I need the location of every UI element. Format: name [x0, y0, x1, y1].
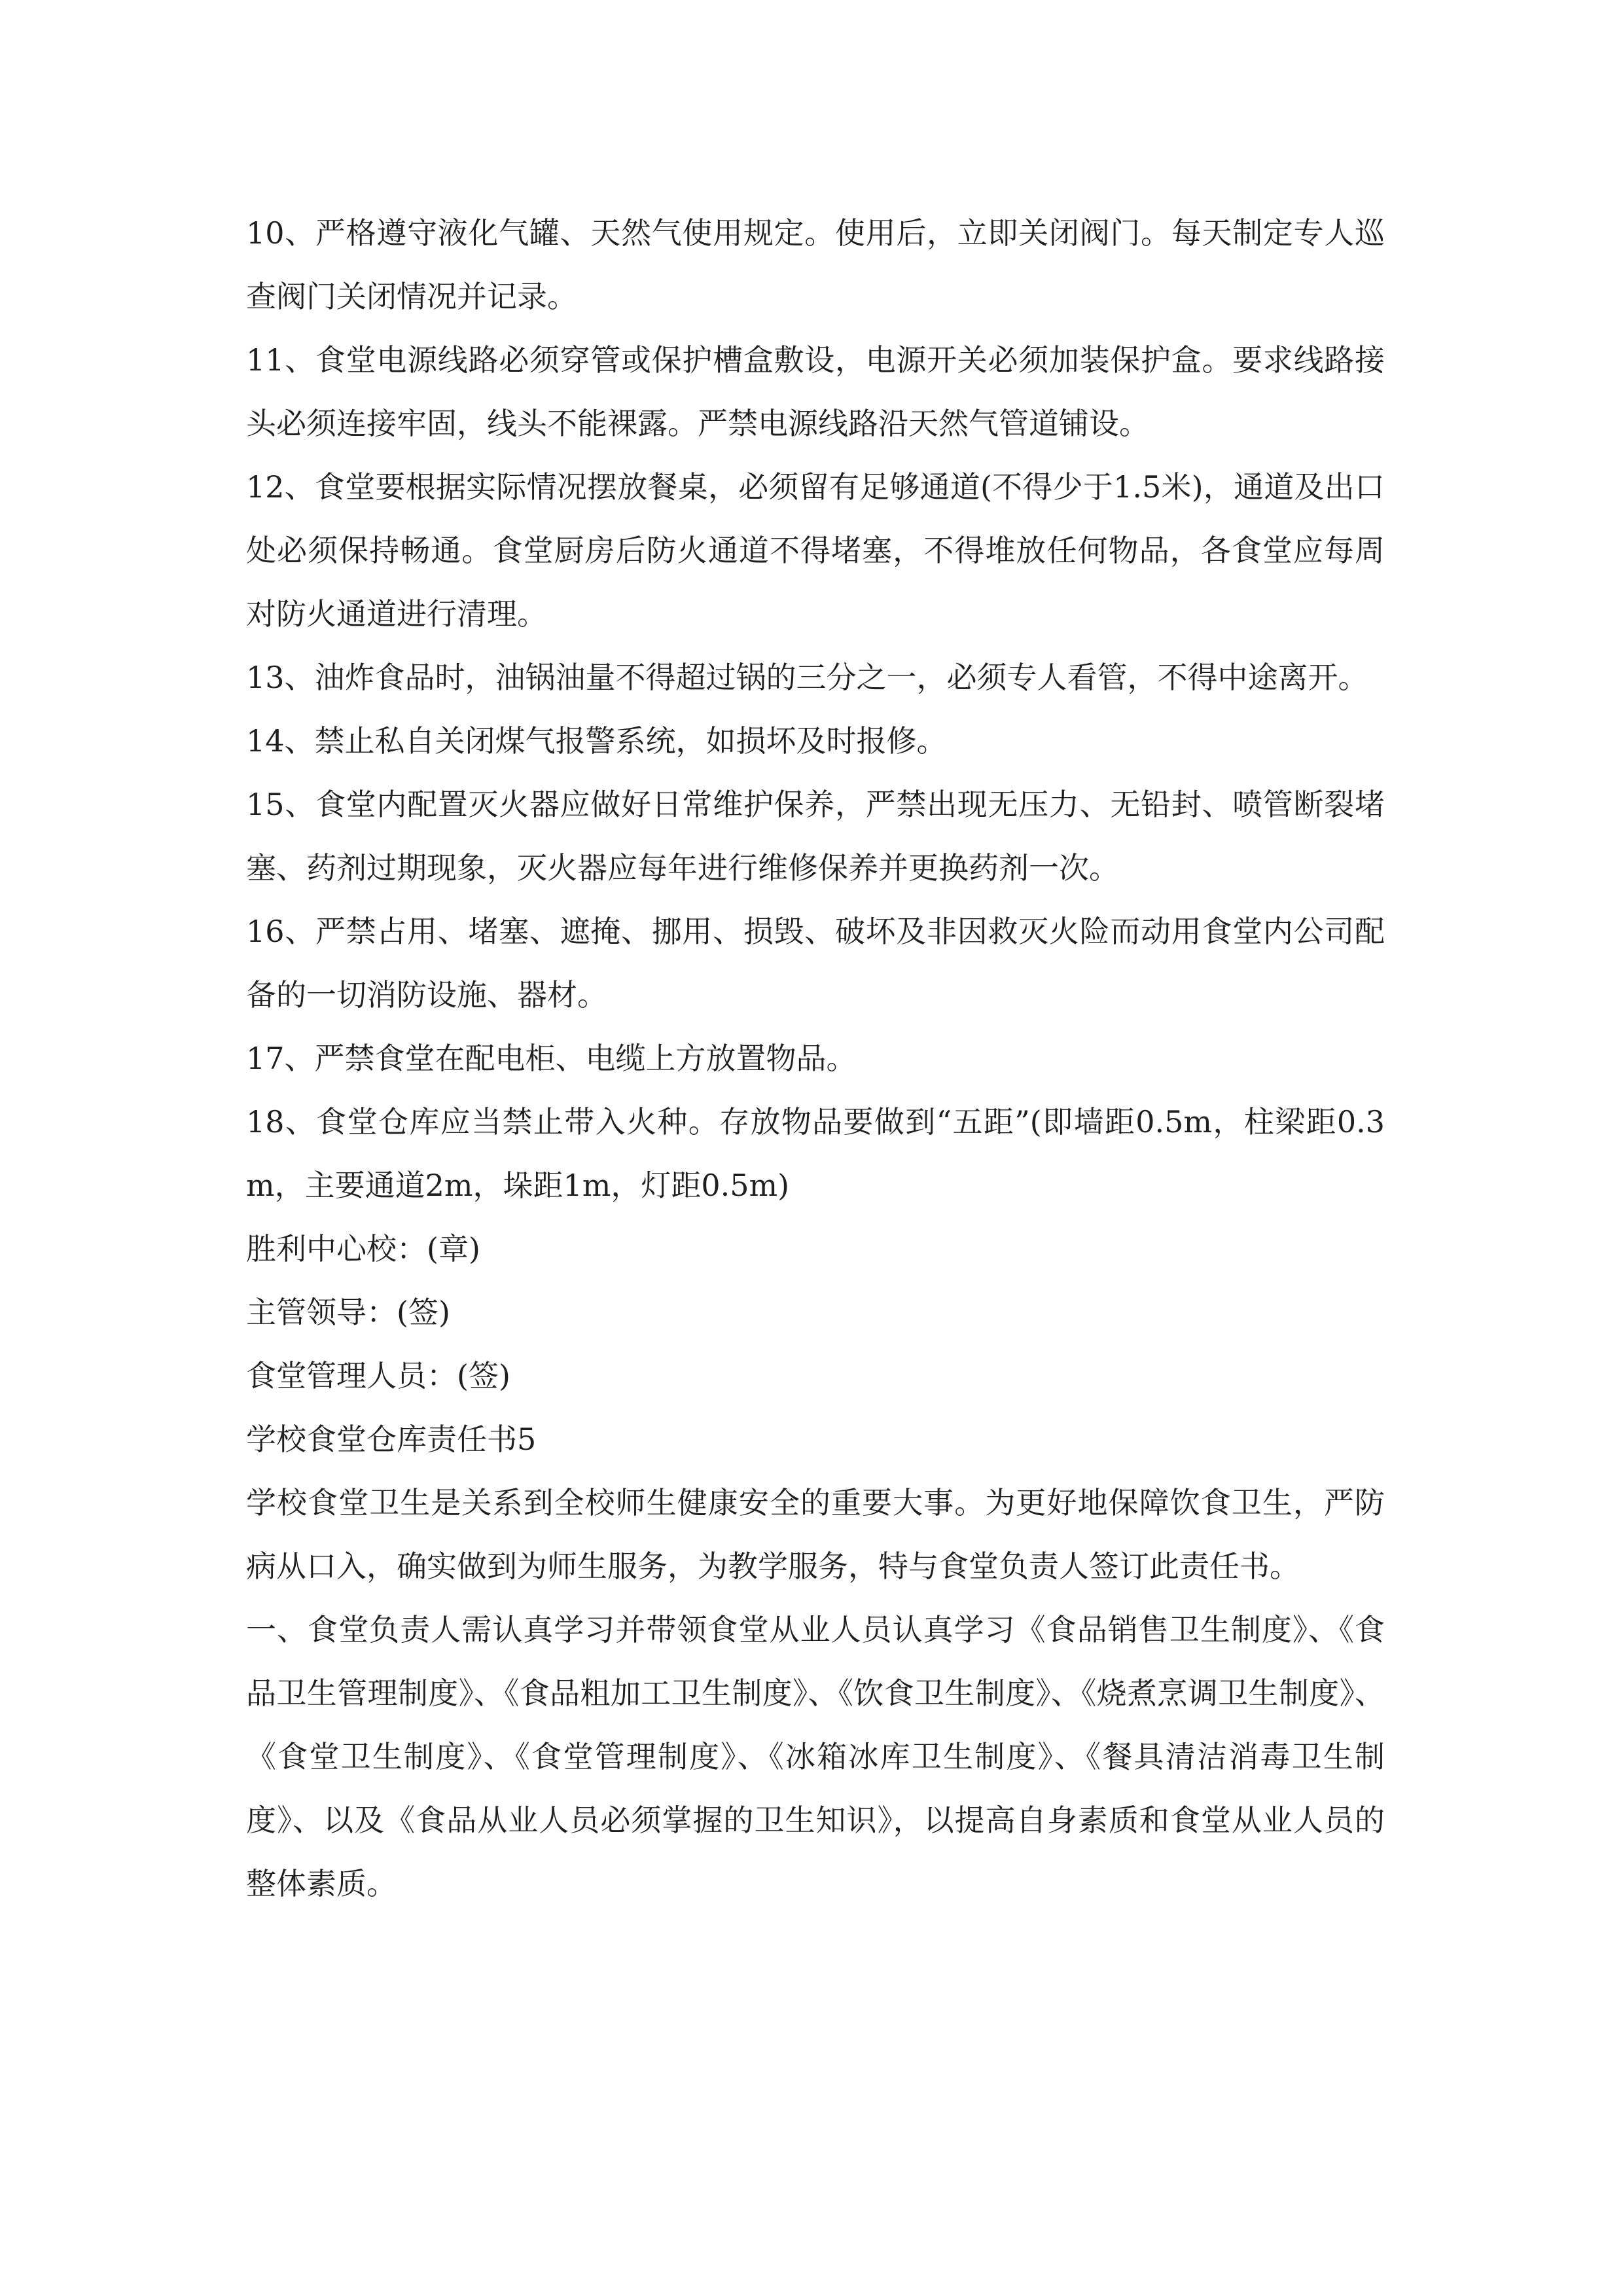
leader-signature-line: 主管领导：(签) [246, 1295, 450, 1330]
paragraph-item-17: 17、严禁食堂在配电柜、电缆上方放置物品。 [246, 1041, 857, 1076]
paragraph-item-12: 12、食堂要根据实际情况摆放餐桌，必须留有足够通道(不得少于1.5米)，通道及出口处必须保持畅通。食堂厨房后防火通道不得堵塞，不得堆放任何物品，各食堂应每周对防火通道进行清理。 [246, 469, 1385, 632]
paragraph-item-16: 16、严禁占用、堵塞、遮掩、挪用、损毁、破坏及非因救灭火险而动用食堂内公司配备的一切消防设施、器材。 [246, 914, 1385, 1013]
paragraph-item-11: 11、食堂电源线路必须穿管或保护槽盒敷设，电源开关必须加装保护盒。要求线路接头必须连接牢固，线头不能裸露。严禁电源线路沿天然气管道铺设。 [246, 342, 1385, 441]
section-title: 学校食堂仓库责任书5 [246, 1422, 537, 1457]
manager-signature-line: 食堂管理人员：(签) [246, 1358, 510, 1393]
paragraph-item-18: 18、食堂仓库应当禁止带入火种。存放物品要做到“五距”(即墙距0.5m，柱梁距0.3m，主要通道2m，垛距1m，灯距0.5m) [246, 1104, 1385, 1203]
paragraph-item-10: 10、严格遵守液化气罐、天然气使用规定。使用后，立即关闭阀门。每天制定专人巡查阀门关闭情况并记录。 [246, 215, 1385, 314]
document-body [246, 202, 1385, 1916]
paragraph-item-13: 13、油炸食品时，油锅油量不得超过锅的三分之一，必须专人看管，不得中途离开。 [246, 660, 1368, 695]
paragraph-item-15: 15、食堂内配置灭火器应做好日常维护保养，严禁出现无压力、无铅封、喷管断裂堵塞、药剂过期现象，灭火器应每年进行维修保养并更换药剂一次。 [246, 787, 1385, 886]
school-seal-line: 胜利中心校：(章) [246, 1231, 480, 1266]
paragraph-item-one: 一、食堂负责人需认真学习并带领食堂从业人员认真学习《食品销售卫生制度》、《食品卫生管理制度》、《食品粗加工卫生制度》、《饮食卫生制度》、《烧煮烹调卫生制度》、《食堂卫生制度》、《食堂管理制度》、《冰箱冰库卫生制度》、《餐具清洁消毒卫生制度》、以及《食品从业人员必须掌握的卫生知识》，以提高自身素质和食堂从业人员的整体素质。 [246, 1612, 1385, 1901]
intro-paragraph: 学校食堂卫生是关系到全校师生健康安全的重要大事。为更好地保障饮食卫生，严防病从口入，确实做到为师生服务，为教学服务，特与食堂负责人签订此责任书。 [246, 1485, 1385, 1584]
paragraph-item-14: 14、禁止私自关闭煤气报警系统，如损坏及时报修。 [246, 723, 947, 759]
